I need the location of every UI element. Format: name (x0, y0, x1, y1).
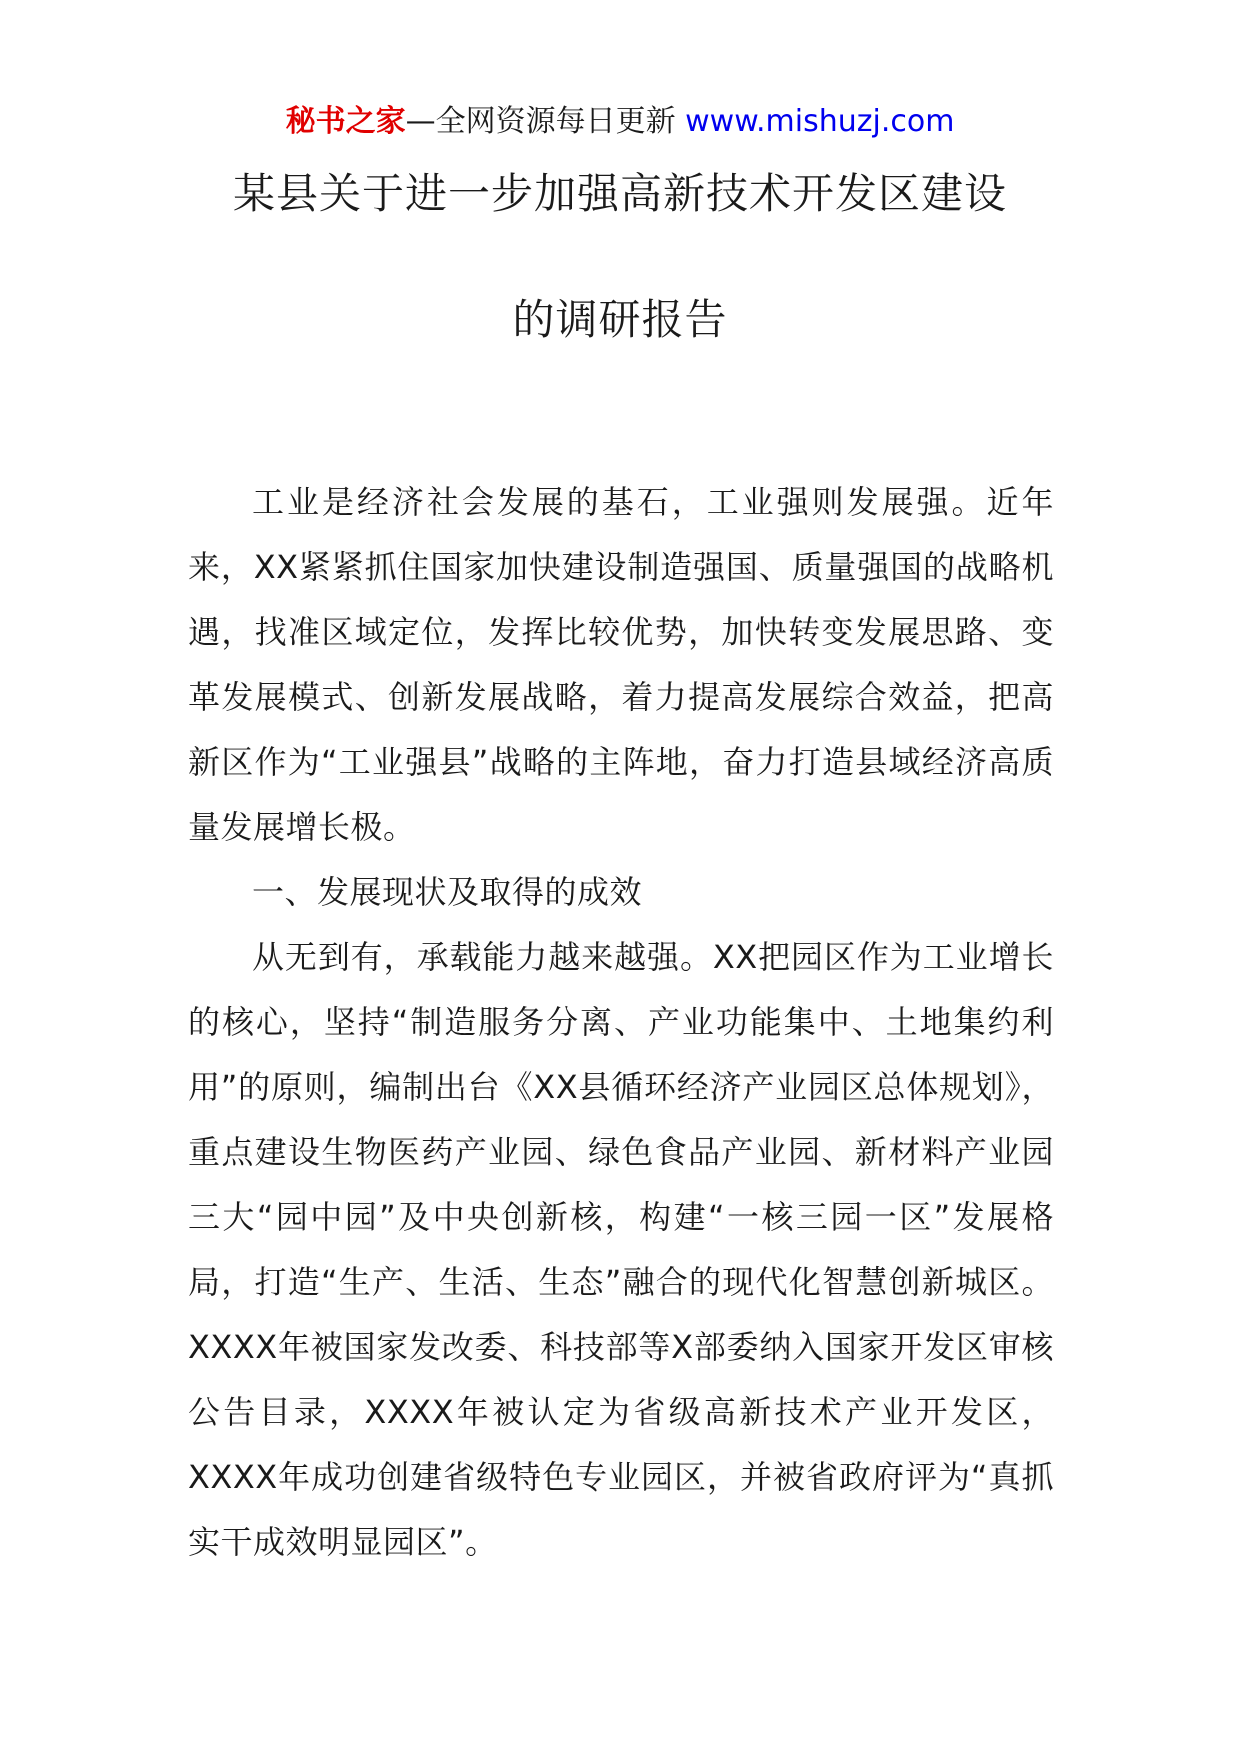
document-title-line-2: 的调研报告 (512, 295, 728, 344)
paragraph-text: 从无到有，承载能力越来越强。XX把园区作为工业增长的核心，坚持“制造服务分离、产业功能集中、土地集约利用”的原则，编制出台《XX县循环经济产业园区总体规划》，重点建设生物医药产业园、绿色食品产业园、新材料产业园三大“园中园”及中央创新核，构建“一核三园一区”发展格局，打造“生产、生活、生态”融合的现代化智慧创新城区。XXXX年被国家发改委、科技部等X部委纳入国家开发区审核公告目录，XXXX年被认定为省级高新技术产业开发区，XXXX年成功创建省级特色专业园区，并被省政府评为“真抓实干成效明显园区”。 (188, 938, 1054, 1561)
body-paragraph-section-1 (188, 925, 1054, 1575)
body-paragraph-intro (188, 470, 1054, 860)
section-heading (188, 860, 1054, 925)
document-title-line-1: 某县关于进一步加强高新技术开发区建设 (232, 169, 1007, 218)
site-url-link[interactable]: www.mishuzj.com (685, 104, 955, 139)
section-heading-text: 一、发展现状及取得的成效 (252, 873, 643, 911)
site-brand: 秘书之家 (285, 104, 406, 139)
site-slogan: —全网资源每日更新 (405, 104, 676, 139)
site-header (0, 102, 1240, 142)
paragraph-text: 工业是经济社会发展的基石，工业强则发展强。近年来，XX紧紧抓住国家加快建设制造强国、质量强国的战略机遇，找准区域定位，发挥比较优势，加快转变发展思路、变革发展模式、创新发展战略，着力提高发展综合效益，把高新区作为“工业强县”战略的主阵地，奋力打造县域经济高质量发展增长极。 (188, 483, 1054, 846)
